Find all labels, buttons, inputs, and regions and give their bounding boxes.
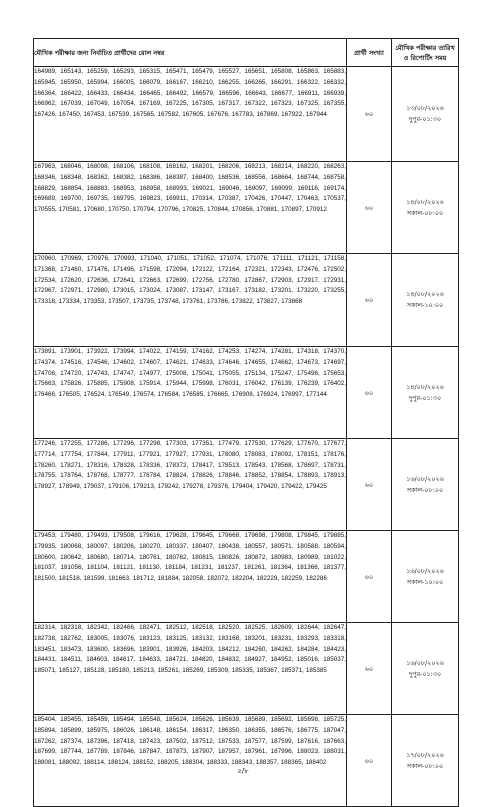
exam-date: ১৪/০৮/২০২৬	[406, 197, 444, 206]
roll-numbers-cell: 170960, 170969, 170976, 170993, 171040, 171051, 171052, 171074, 171076, 171111, 171121, 171158, 171368, 171460, 171476, 171496, 171598, 172094, 172122, 172164, 172321, 172343, 172476, 172502, 172534, 172620, 172636, 172641, 172663, 172699, 172756, 172780, 172867, 172903, 172917, 172931, 172967, 172971, 172980, 173015, 173024, 173087, 173147, 173167, 173182, 173201, 173220, 173255, 173318, 173334, 173353, 173507, 173735, 173748, 173761, 173786, 173822, 173827, 173868	[34, 254, 347, 347]
candidate-count-cell: ৬০	[347, 67, 392, 162]
candidate-count-cell: ৬০	[347, 254, 392, 347]
candidate-count-cell: ৬০	[347, 623, 392, 715]
reporting-time: সকাল-০৮:০০	[406, 208, 444, 217]
schedule-cell	[392, 715, 459, 807]
reporting-time: সকাল-১০:০০	[406, 301, 444, 309]
table-row	[34, 715, 459, 807]
roll-numbers-cell: 179453, 179480, 179493, 179508, 179616, 179628, 179645, 179668, 179698, 179808, 179845, 179885, 179935, 180068, 180097, 180206, 180270, 180337, 180407, 180438, 180557, 180571, 180588, 180594, 180600, 180642, 180680, 180714, 180761, 180762, 180815, 180826, 180872, 180983, 180989, 181022, 181037, 181056, 181104, 181121, 181130, 181184, 181231, 181237, 181261, 181364, 181366, 181377, 181500, 181518, 181599, 181663, 181712, 181884, 182058, 182072, 182204, 182229, 182259, 182286	[34, 531, 347, 623]
reporting-time: সকাল-০৮:০০	[406, 761, 444, 770]
exam-date: ১৬/০৮/২০২৬	[406, 474, 444, 483]
schedule-table	[33, 38, 459, 807]
candidate-count-cell: ৬০	[347, 162, 392, 254]
header-schedule: মৌখিক পরীক্ষার তারিখ ও রিপোর্টিং সময়	[392, 39, 459, 67]
table-row	[34, 347, 459, 439]
exam-date: ১৪/০৮/২০২৬	[406, 382, 444, 391]
exam-date: ১৬/০৮/২০২৬	[406, 566, 444, 575]
exam-date: ১৬/০৮/২০২৬	[406, 658, 444, 667]
reporting-time: সকাল-০৮:০০	[406, 485, 444, 494]
roll-numbers-cell: 164989, 165143, 165259, 165293, 165315, 165471, 165479, 165527, 165651, 165808, 165863, 165883, 165945, 165950, 165994, 166005, 166079, 166167, 166210, 166255, 166265, 166291, 166322, 166332, 166364, 166422, 166433, 166434, 166465, 166492, 166579, 166596, 166643, 166677, 166911, 166939, 166962, 167039, 167049, 167054, 167169, 167225, 167305, 167317, 167322, 167323, 167325, 167355, 167426, 167450, 167453, 167539, 167565, 167582, 167605, 167676, 167783, 167869, 167922, 167944	[34, 67, 347, 162]
schedule-cell	[392, 623, 459, 715]
reporting-time: দুপুর-০১:৩০	[408, 115, 442, 123]
schedule-cell	[392, 347, 459, 439]
candidate-count-cell: ৬০	[347, 439, 392, 531]
table-row	[34, 531, 459, 623]
candidate-count-cell: ৬০	[347, 531, 392, 623]
table-header-row	[34, 39, 459, 67]
exam-date: ১৭/০৮/২০২৬	[406, 750, 444, 759]
roll-numbers-cell: 177246, 177255, 177286, 177296, 177298, 177303, 177351, 177479, 177530, 177629, 177670, 177677, 177714, 177754, 177844, 177911, 177921, 177927, 177931, 178080, 178083, 178092, 178151, 178176, 178260, 178271, 178316, 178328, 178336, 178372, 178417, 178513, 178543, 178568, 178697, 178731, 178755, 178764, 178768, 178777, 178784, 178824, 178826, 178846, 178852, 178854, 178893, 178913, 178927, 178949, 179037, 179106, 179213, 179242, 179278, 179376, 179404, 179420, 179422, 179425	[34, 439, 347, 531]
candidate-count-cell: ৬০	[347, 347, 392, 439]
table-row	[34, 162, 459, 254]
header-roll-numbers: মৌখিক পরীক্ষার জন্য নির্বাচিত প্রার্থীদের রোল নম্বর	[34, 39, 347, 67]
schedule-cell	[392, 162, 459, 254]
candidate-count-cell: ৬০	[347, 715, 392, 807]
roll-numbers-cell: 167963, 168046, 168098, 168106, 168108, 168162, 168201, 168206, 168213, 168214, 168220, 168263, 168346, 168348, 168362, 168382, 168386, 168387, 168400, 168536, 168556, 168664, 168744, 168758, 168829, 168854, 168883, 168953, 168958, 168993, 169021, 169046, 169097, 169099, 169116, 169174, 169689, 169700, 169735, 169795, 169823, 169911, 170314, 170387, 170426, 170447, 170463, 170537, 170555, 170581, 170680, 170750, 170794, 170796, 170825, 170844, 170856, 170881, 170897, 170912	[34, 162, 347, 254]
header-candidate-count: প্রার্থী সংখ্যা	[347, 39, 392, 67]
exam-date: ১৪/০৮/২০২৬	[406, 290, 444, 298]
schedule-cell	[392, 531, 459, 623]
roll-numbers-cell: 173891, 173901, 173922, 173994, 174022, 174159, 174162, 174253, 174274, 174281, 174318, 174370, 174374, 174516, 174546, 174602, 174607, 174621, 174633, 174646, 174655, 174662, 174673, 174697, 174706, 174720, 174743, 174747, 174977, 175008, 175041, 175055, 175134, 175247, 175496, 175653, 175663, 175826, 175885, 175908, 175914, 175944, 175998, 176031, 176042, 176139, 176239, 176402, 176466, 176505, 176524, 176549, 176574, 176584, 176585, 176665, 176908, 176924, 176997, 177144	[34, 347, 347, 439]
table-row	[34, 67, 459, 162]
schedule-cell	[392, 67, 459, 162]
schedule-cell	[392, 254, 459, 347]
page-number: ৫/৮	[237, 767, 249, 775]
table-row	[34, 254, 459, 347]
reporting-time: সকাল-১০:০০	[406, 577, 444, 586]
table-row	[34, 439, 459, 531]
roll-numbers-cell: 182314, 182318, 182342, 182466, 182471, 182512, 182518, 182520, 182525, 182609, 182644, 182647, 182738, 182762, 183005, 183076, 183123, 183125, 183132, 183168, 183201, 183231, 183293, 183318, 183451, 183473, 183600, 183696, 183901, 183926, 184203, 184212, 184260, 184262, 184284, 184423, 184431, 184511, 184603, 184617, 184633, 184721, 184820, 184832, 184927, 184952, 185016, 185037, 185071, 185127, 185128, 185180, 185213, 185261, 185269, 185309, 185335, 185367, 185371, 185385	[34, 623, 347, 715]
reporting-time: দুপুর-০১:৩০	[408, 393, 442, 402]
reporting-time: দুপুর-০১:৩০	[408, 669, 442, 678]
table-row	[34, 623, 459, 715]
schedule-cell	[392, 439, 459, 531]
exam-date: ১৩/০৮/২০২৬	[406, 104, 444, 112]
roll-numbers-cell: 185404, 185455, 185459, 185494, 185548, 185624, 185626, 185639, 185689, 185692, 185698, 185725, 185894, 185899, 185975, 186026, 186148, 186154, 186317, 186350, 186355, 186576, 186775, 187047, 187262, 187374, 187396, 187418, 187423, 187502, 187512, 187533, 187577, 187599, 187616, 187663, 187699, 187744, 187789, 187846, 187847, 187873, 187907, 187957, 187961, 187996, 188023, 188031, 188081, 188092, 188114, 188124, 188152, 188205, 188304, 188333, 188343, 188357, 188365, 188402	[34, 715, 347, 807]
